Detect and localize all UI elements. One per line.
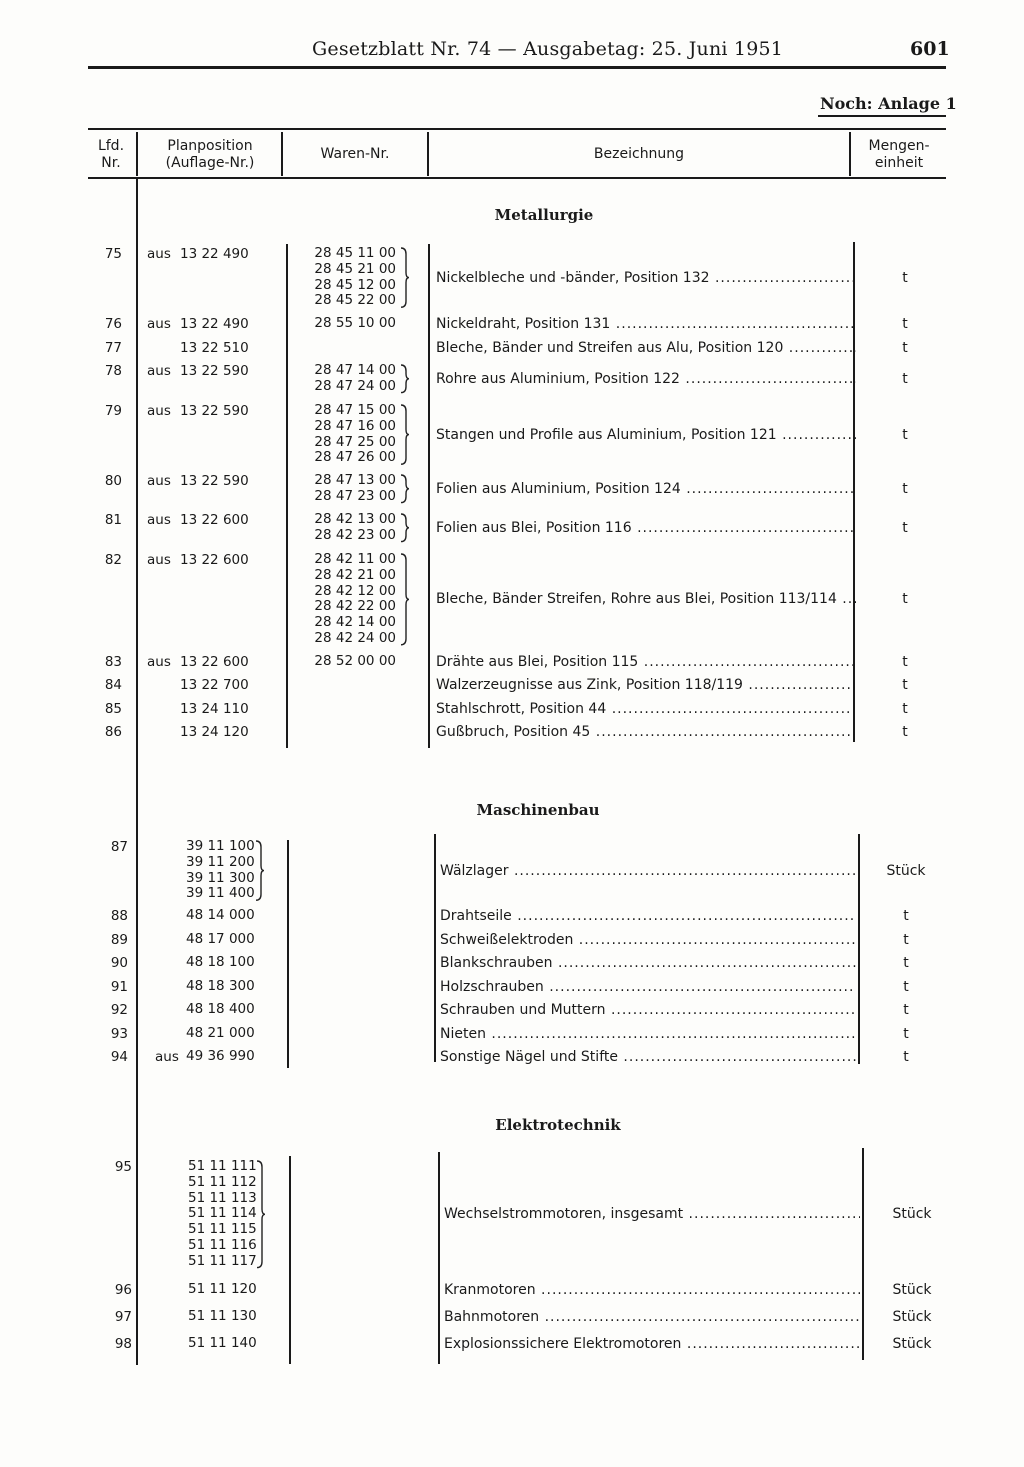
mengeneinheit: t bbox=[902, 723, 908, 740]
col-header-lfd: Lfd. Nr. bbox=[97, 138, 125, 171]
mengeneinheit: t bbox=[903, 1025, 909, 1042]
row-number: 83 bbox=[104, 654, 122, 670]
waren-nr: 28 47 14 00 bbox=[314, 362, 396, 378]
plan-position: 48 17 000 bbox=[186, 931, 255, 947]
waren-nr: 28 45 11 00 bbox=[314, 245, 396, 261]
plan-position: 49 36 990 bbox=[186, 1048, 255, 1064]
waren-nr: 28 55 10 00 bbox=[314, 315, 396, 331]
plan-position: 13 22 510 bbox=[180, 340, 249, 356]
nr-column-line bbox=[136, 179, 138, 1365]
plan-position: 48 18 300 bbox=[186, 978, 255, 994]
metallurgie-plan-line bbox=[286, 244, 288, 748]
table-header-rule bbox=[88, 177, 946, 179]
mengeneinheit: t bbox=[903, 1001, 909, 1018]
plan-position: 51 11 130 bbox=[188, 1308, 257, 1324]
row-number: 95 bbox=[114, 1159, 132, 1175]
mengeneinheit: t bbox=[903, 954, 909, 971]
brace-icon bbox=[400, 363, 410, 395]
col-divider bbox=[136, 132, 138, 176]
table-top-rule bbox=[88, 128, 946, 130]
plan-position: 13 22 590 bbox=[180, 403, 249, 419]
aus-label: aus bbox=[155, 1049, 179, 1065]
mengeneinheit: t bbox=[903, 931, 909, 948]
col-header-waren-nr: Waren-Nr. bbox=[320, 146, 390, 162]
waren-nr: 28 47 23 00 bbox=[314, 487, 396, 504]
waren-nr: 28 42 24 00 bbox=[314, 630, 396, 646]
bezeichnung: Holzschrauben ..... bbox=[440, 979, 856, 995]
waren-nr: 28 42 14 00 bbox=[314, 614, 396, 631]
brace-icon bbox=[400, 246, 410, 309]
waren-nr: 28 47 25 00 bbox=[314, 433, 396, 450]
aus-label: aus bbox=[147, 654, 171, 670]
waren-nr: 28 47 26 00 bbox=[314, 449, 396, 466]
plan-position: 48 18 400 bbox=[186, 1001, 255, 1017]
bezeichnung: Kranmotoren ..... bbox=[444, 1282, 860, 1298]
anlage-underline bbox=[818, 115, 946, 117]
page-header-title: Gesetzblatt Nr. 74 — Ausgabetag: 25. Juni 1951 bbox=[312, 38, 784, 60]
plan-position: 51 11 112 bbox=[188, 1173, 257, 1190]
aus-label: aus bbox=[147, 316, 171, 332]
row-number: 87 bbox=[110, 839, 128, 855]
aus-label: aus bbox=[147, 403, 171, 419]
aus-label: aus bbox=[147, 552, 171, 568]
bezeichnung: Wälzlager ..... bbox=[440, 863, 856, 879]
waren-nr: 28 45 22 00 bbox=[314, 292, 396, 309]
bezeichnung: Bleche, Bänder und Streifen aus Alu, Position 120 ..... bbox=[436, 340, 856, 356]
bezeichnung: Schweißelektroden ..... bbox=[440, 932, 856, 948]
bezeichnung: Drähte aus Blei, Position 115 ..... bbox=[436, 654, 856, 670]
waren-nr: 28 42 13 00 bbox=[314, 511, 396, 527]
bezeichnung: Schrauben und Muttern ..... bbox=[440, 1002, 856, 1018]
brace-icon bbox=[400, 552, 410, 647]
plan-position: 13 22 490 bbox=[180, 246, 249, 262]
plan-position: 13 22 600 bbox=[180, 654, 249, 670]
row-number: 84 bbox=[104, 677, 122, 693]
page-number: 601 bbox=[910, 38, 950, 60]
aus-label: aus bbox=[147, 473, 171, 489]
waren-nr: 28 45 12 00 bbox=[314, 276, 396, 293]
row-number: 90 bbox=[110, 955, 128, 971]
row-number: 85 bbox=[104, 701, 122, 717]
mengeneinheit: t bbox=[902, 519, 908, 536]
plan-position: 39 11 200 bbox=[186, 853, 255, 870]
waren-nr: 28 52 00 00 bbox=[314, 653, 396, 669]
bezeichnung: Bahnmotoren ..... bbox=[444, 1309, 860, 1325]
mengeneinheit: t bbox=[902, 591, 908, 608]
bezeichnung: Nieten ..... bbox=[440, 1026, 856, 1042]
bezeichnung: Stangen und Profile aus Aluminium, Position 121 ..... bbox=[436, 427, 856, 443]
row-number: 76 bbox=[104, 316, 122, 332]
row-number: 82 bbox=[104, 552, 122, 568]
col-divider bbox=[281, 132, 283, 176]
mengeneinheit: t bbox=[902, 426, 908, 443]
plan-position: 48 14 000 bbox=[186, 907, 255, 923]
mengeneinheit: Stück bbox=[892, 1281, 932, 1298]
bezeichnung: Folien aus Aluminium, Position 124 ..... bbox=[436, 481, 856, 497]
bezeichnung: Nickeldraht, Position 131 ..... bbox=[436, 316, 856, 332]
plan-position: 51 11 140 bbox=[188, 1335, 257, 1351]
waren-nr: 28 47 16 00 bbox=[314, 417, 396, 434]
plan-position: 51 11 117 bbox=[188, 1252, 257, 1269]
waren-nr: 28 45 21 00 bbox=[314, 260, 396, 277]
bezeichnung: Folien aus Blei, Position 116 ..... bbox=[436, 520, 856, 536]
mengeneinheit: t bbox=[903, 907, 909, 924]
col-divider bbox=[849, 132, 851, 176]
plan-position: 13 22 600 bbox=[180, 512, 249, 528]
maschinenbau-plan-line bbox=[287, 840, 289, 1068]
plan-position: 51 11 114 bbox=[188, 1205, 257, 1222]
row-number: 91 bbox=[110, 979, 128, 995]
mengeneinheit: t bbox=[903, 1048, 909, 1065]
plan-position: 51 11 111 bbox=[188, 1158, 257, 1174]
plan-position: 13 22 600 bbox=[180, 552, 249, 568]
plan-position: 39 11 300 bbox=[186, 869, 255, 886]
mengeneinheit: Stück bbox=[892, 1206, 932, 1223]
mengeneinheit: t bbox=[902, 269, 908, 286]
row-number: 75 bbox=[104, 246, 122, 262]
mengeneinheit: t bbox=[902, 653, 908, 670]
header-rule bbox=[88, 66, 946, 69]
maschinenbau-ware-line bbox=[434, 834, 436, 1062]
col-header-bezeichnung: Bezeichnung bbox=[593, 146, 685, 162]
plan-position: 13 22 590 bbox=[180, 363, 249, 379]
metallurgie-ware-line bbox=[428, 244, 430, 748]
plan-position: 13 22 490 bbox=[180, 316, 249, 332]
waren-nr: 28 42 22 00 bbox=[314, 598, 396, 615]
bezeichnung: Gußbruch, Position 45 ..... bbox=[436, 724, 856, 740]
row-number: 89 bbox=[110, 932, 128, 948]
elektrotechnik-bez-line bbox=[862, 1148, 864, 1360]
plan-position: 51 11 120 bbox=[188, 1281, 257, 1297]
plan-position: 48 18 100 bbox=[186, 954, 255, 970]
mengeneinheit: t bbox=[902, 480, 908, 497]
mengeneinheit: t bbox=[902, 370, 908, 387]
brace-icon bbox=[400, 473, 410, 505]
bezeichnung: Nickelbleche und -bänder, Position 132 ..... bbox=[436, 270, 856, 286]
maschinenbau-bez-line bbox=[858, 834, 860, 1064]
aus-label: aus bbox=[147, 246, 171, 262]
aus-label: aus bbox=[147, 363, 171, 379]
row-number: 97 bbox=[114, 1309, 132, 1325]
row-number: 96 bbox=[114, 1282, 132, 1298]
mengeneinheit: t bbox=[903, 978, 909, 995]
row-number: 94 bbox=[110, 1049, 128, 1065]
row-number: 93 bbox=[110, 1026, 128, 1042]
elektrotechnik-ware-line bbox=[438, 1152, 440, 1364]
plan-position: 51 11 115 bbox=[188, 1221, 257, 1238]
row-number: 79 bbox=[104, 403, 122, 419]
bezeichnung: Bleche, Bänder Streifen, Rohre aus Blei, Position 113/114 ..... bbox=[436, 591, 856, 607]
plan-position: 13 24 110 bbox=[180, 701, 249, 717]
bezeichnung: Explosionssichere Elektromotoren ..... bbox=[444, 1336, 860, 1352]
brace-icon bbox=[400, 512, 410, 544]
mengeneinheit: Stück bbox=[886, 862, 926, 879]
row-number: 86 bbox=[104, 724, 122, 740]
aus-label: aus bbox=[147, 512, 171, 528]
plan-position: 13 24 120 bbox=[180, 724, 249, 740]
row-number: 92 bbox=[110, 1002, 128, 1018]
mengeneinheit: Stück bbox=[892, 1308, 932, 1325]
plan-position: 13 22 700 bbox=[180, 677, 249, 693]
plan-position: 48 21 000 bbox=[186, 1025, 255, 1041]
plan-position: 13 22 590 bbox=[180, 473, 249, 489]
section-title-maschinenbau: Maschinenbau bbox=[476, 801, 600, 819]
row-number: 80 bbox=[104, 473, 122, 489]
plan-position: 39 11 400 bbox=[186, 885, 255, 902]
waren-nr: 28 47 24 00 bbox=[314, 377, 396, 394]
mengeneinheit: t bbox=[902, 315, 908, 332]
bezeichnung: Drahtseile ..... bbox=[440, 908, 856, 924]
row-number: 81 bbox=[104, 512, 122, 528]
waren-nr: 28 42 23 00 bbox=[314, 526, 396, 543]
bezeichnung: Sonstige Nägel und Stifte ..... bbox=[440, 1049, 856, 1065]
row-number: 78 bbox=[104, 363, 122, 379]
mengeneinheit: t bbox=[902, 339, 908, 356]
section-title-metallurgie: Metallurgie bbox=[494, 206, 594, 224]
col-divider bbox=[427, 132, 429, 176]
row-number: 88 bbox=[110, 908, 128, 924]
mengeneinheit: Stück bbox=[892, 1335, 932, 1352]
brace-icon bbox=[400, 403, 410, 466]
waren-nr: 28 47 13 00 bbox=[314, 472, 396, 488]
plan-position: 51 11 116 bbox=[188, 1237, 257, 1253]
plan-position: 39 11 100 bbox=[186, 838, 255, 854]
col-header-planposition: Planposition (Auflage-Nr.) bbox=[165, 138, 255, 171]
waren-nr: 28 42 11 00 bbox=[314, 551, 396, 567]
waren-nr: 28 42 12 00 bbox=[314, 582, 396, 599]
brace-icon bbox=[256, 1159, 266, 1270]
bezeichnung: Blankschrauben ..... bbox=[440, 955, 856, 971]
waren-nr: 28 42 21 00 bbox=[314, 566, 396, 583]
section-title-elektrotechnik: Elektrotechnik bbox=[495, 1116, 621, 1134]
bezeichnung: Stahlschrott, Position 44 ..... bbox=[436, 701, 856, 717]
brace-icon bbox=[255, 839, 265, 902]
mengeneinheit: t bbox=[902, 700, 908, 717]
anlage-label: Noch: Anlage 1 bbox=[820, 94, 957, 113]
bezeichnung: Rohre aus Aluminium, Position 122 ..... bbox=[436, 371, 856, 387]
elektrotechnik-plan-line bbox=[289, 1156, 291, 1364]
row-number: 98 bbox=[114, 1336, 132, 1352]
mengeneinheit: t bbox=[902, 676, 908, 693]
bezeichnung: Walzerzeugnisse aus Zink, Position 118/119 ..... bbox=[436, 677, 856, 693]
bezeichnung: Wechselstrommotoren, insgesamt ..... bbox=[444, 1206, 860, 1222]
waren-nr: 28 47 15 00 bbox=[314, 402, 396, 418]
row-number: 77 bbox=[104, 340, 122, 356]
plan-position: 51 11 113 bbox=[188, 1189, 257, 1206]
col-header-mengeneinheit: Mengen- einheit bbox=[868, 138, 930, 171]
